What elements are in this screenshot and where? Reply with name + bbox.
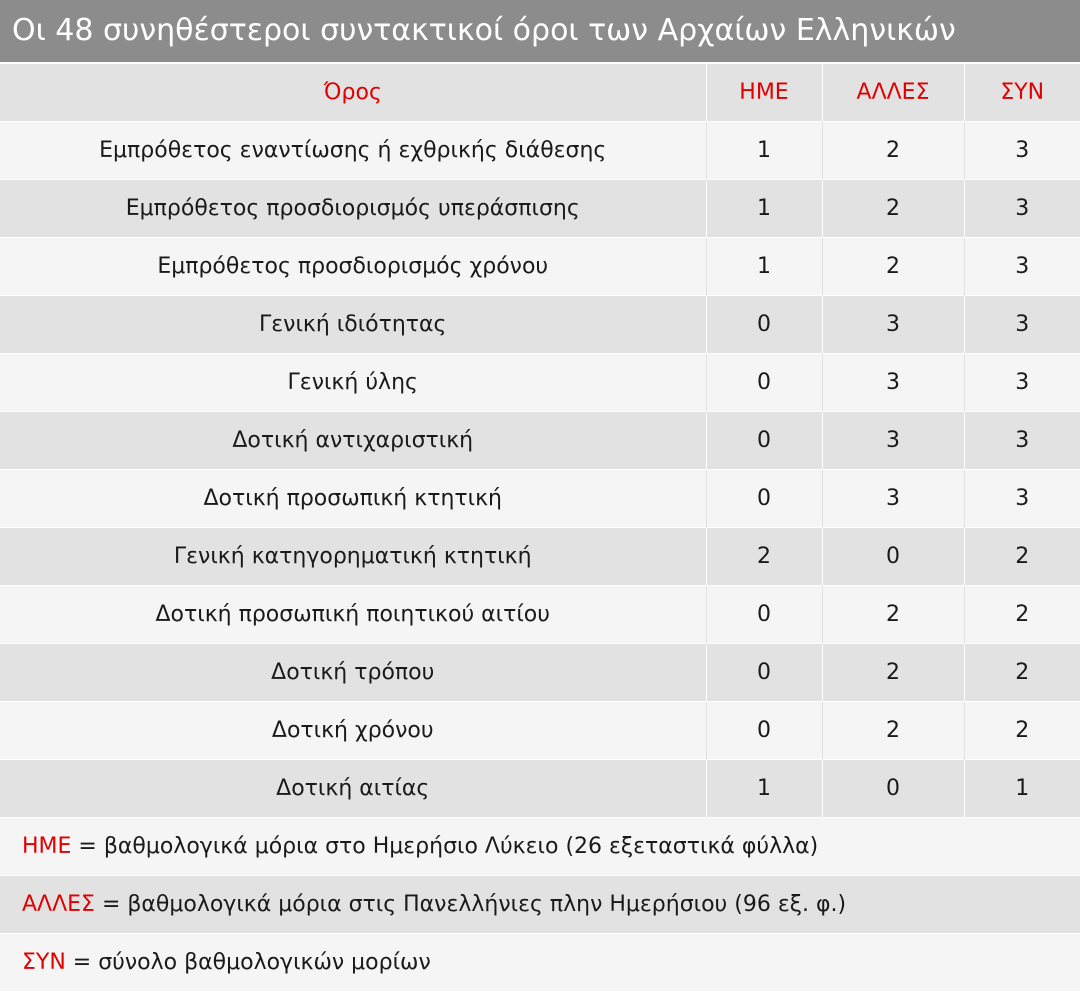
table-row [0,412,1080,470]
cell-alles: 2 [822,644,964,702]
cell-alles: 2 [822,180,964,238]
cell-syn: 3 [964,296,1080,354]
table-row [0,180,1080,238]
cell-hme: 1 [706,122,822,180]
cell-syn: 1 [964,760,1080,818]
cell-hme: 0 [706,354,822,412]
header-syn: ΣΥΝ [964,64,1080,122]
legend-line [0,934,1080,992]
cell-term: Γενική ύλης [0,354,706,412]
header-term: Όρος [0,64,706,122]
table-row [0,586,1080,644]
table-body [0,122,1080,818]
cell-alles: 2 [822,702,964,760]
cell-term: Δοτική αντιχαριστική [0,412,706,470]
cell-syn: 2 [964,528,1080,586]
cell-syn: 3 [964,354,1080,412]
legend-key: ΗΜΕ [22,834,72,859]
cell-hme: 0 [706,702,822,760]
cell-syn: 3 [964,122,1080,180]
cell-alles: 3 [822,354,964,412]
cell-syn: 3 [964,238,1080,296]
cell-term: Εμπρόθετος εναντίωσης ή εχθρικής διάθεσης [0,122,706,180]
cell-term: Δοτική προσωπική κτητική [0,470,706,528]
cell-alles: 2 [822,586,964,644]
legend-line [0,818,1080,876]
legend-text: = βαθμολογικά μόρια στο Ημερήσιο Λύκειο (26 εξεταστικά φύλλα) [71,834,819,859]
cell-hme: 0 [706,586,822,644]
table-row [0,644,1080,702]
legend [0,818,1080,992]
table-row [0,122,1080,180]
cell-hme: 0 [706,470,822,528]
header-alles: ΑΛΛΕΣ [822,64,964,122]
cell-hme: 1 [706,180,822,238]
cell-term: Γενική ιδιότητας [0,296,706,354]
cell-term: Εμπρόθετος προσδιορισμός χρόνου [0,238,706,296]
header-hme: ΗΜΕ [706,64,822,122]
cell-term: Δοτική αιτίας [0,760,706,818]
legend-text: = σύνολο βαθμολογικών μορίων [65,950,431,975]
table-row [0,760,1080,818]
cell-hme: 0 [706,412,822,470]
cell-syn: 3 [964,412,1080,470]
legend-line [0,876,1080,934]
cell-term: Εμπρόθετος προσδιορισμός υπεράσπισης [0,180,706,238]
table-row [0,296,1080,354]
legend-key: ΣΥΝ [22,950,66,975]
cell-alles: 3 [822,412,964,470]
cell-term: Δοτική χρόνου [0,702,706,760]
table-row [0,354,1080,412]
table-row [0,702,1080,760]
cell-hme: 1 [706,760,822,818]
cell-alles: 3 [822,296,964,354]
terms-table [0,64,1080,818]
cell-alles: 0 [822,760,964,818]
table-row [0,238,1080,296]
cell-alles: 0 [822,528,964,586]
table-header-row [0,64,1080,122]
legend-text: = βαθμολογικά μόρια στις Πανελλήνιες πλην Ημερήσιου (96 εξ. φ.) [94,892,847,917]
cell-syn: 2 [964,586,1080,644]
cell-hme: 1 [706,238,822,296]
cell-alles: 2 [822,238,964,296]
cell-syn: 3 [964,470,1080,528]
cell-syn: 3 [964,180,1080,238]
cell-syn: 2 [964,702,1080,760]
table-row [0,470,1080,528]
cell-syn: 2 [964,644,1080,702]
cell-alles: 3 [822,470,964,528]
cell-term: Δοτική τρόπου [0,644,706,702]
table-row [0,528,1080,586]
cell-term: Γενική κατηγορηματική κτητική [0,528,706,586]
cell-hme: 0 [706,296,822,354]
cell-hme: 2 [706,528,822,586]
cell-hme: 0 [706,644,822,702]
cell-term: Δοτική προσωπική ποιητικού αιτίου [0,586,706,644]
page-title: Οι 48 συνηθέστεροι συντακτικοί όροι των Αρχαίων Ελληνικών [0,0,1080,62]
cell-alles: 2 [822,122,964,180]
legend-key: ΑΛΛΕΣ [22,892,95,917]
